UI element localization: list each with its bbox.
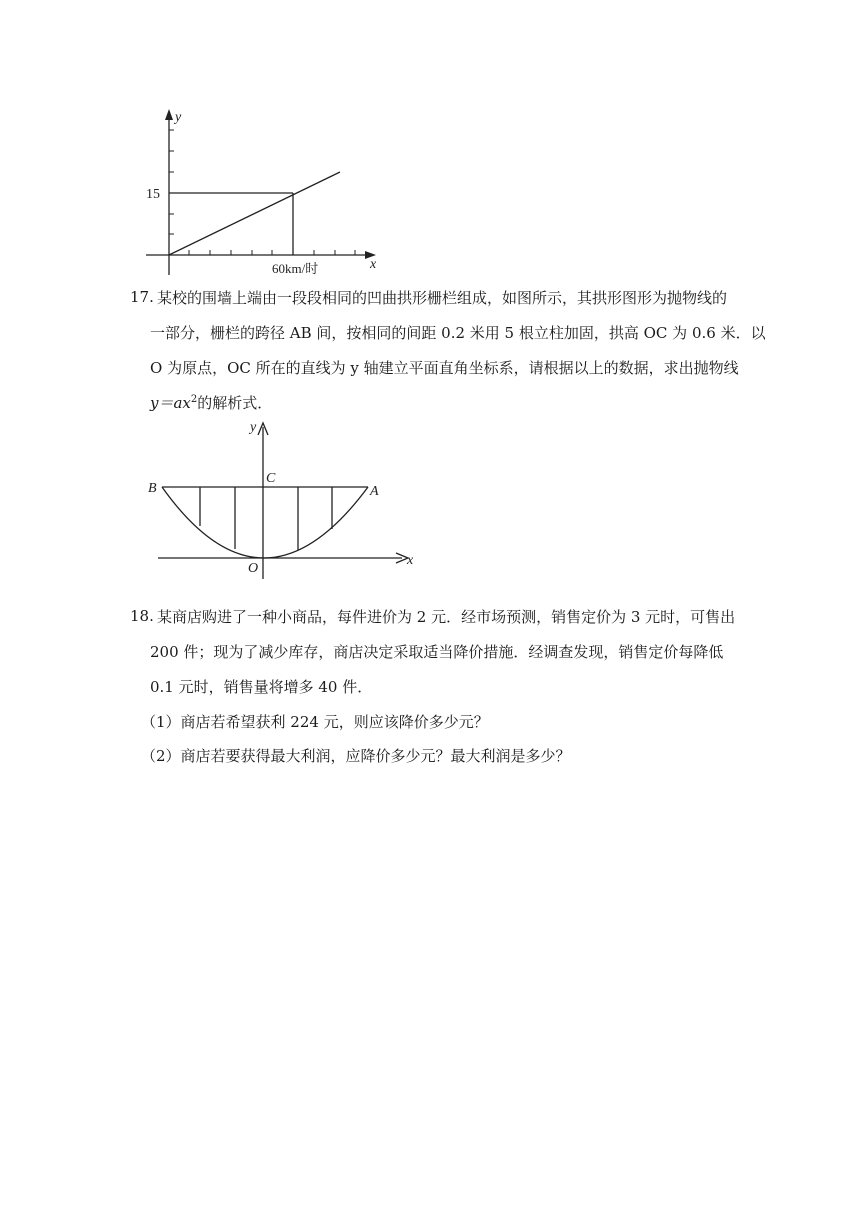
formula-suffix: 的解析式． [197,394,273,412]
sub-question-2: （2）商店若要获得最大利润，应降价多少元？最大利润是多少？ [141,747,571,765]
question-text-line: 某校的围墙上端由一段段相同的凹曲拱形栅栏组成，如图所示，其拱形图形为抛物线的 [157,289,728,307]
question-text-line: 某商店购进了一种小商品，每件进价为 2 元．经市场预测，销售定价为 3 元时，可售出 [157,608,736,626]
question-text-line: O 为原点，OC 所在的直线为 y 轴建立平面直角坐标系，请根据以上的数据，求出抛物线 [150,359,739,377]
x-value-label: 60km/时 [272,261,319,276]
figure-linear-graph [140,105,390,280]
label-A: A [370,484,379,499]
label-O: O [248,561,259,576]
y-axis-label: y [175,110,182,125]
formula-exponent: 2 [190,394,198,405]
question-text-line: 一部分，栅栏的跨径 AB 间，按相同的间距 0.2 米用 5 根立柱加固，拱高 OC 为 0.6 米．以 [150,324,766,342]
y-axis-label: y [250,420,257,435]
question-text-line: 0.1 元时，销售量将增多 40 件． [150,678,373,696]
figure-parabola-fence [140,415,430,585]
linear-function-line [169,172,340,255]
formula: y＝ax [150,394,191,412]
label-C: C [266,471,276,486]
sub-question-1: （1）商店若希望获利 224 元，则应该降价多少元？ [141,713,489,731]
x-axis-label: x [407,553,414,568]
question-18 [130,607,740,765]
x-axis-label: x [370,257,377,272]
y-axis-arrow [165,109,173,120]
label-B: B [148,481,157,496]
parabola-curve [162,487,368,558]
question-text-line [150,393,272,413]
question-17 [130,288,766,418]
y-value-label: 15 [146,187,160,202]
question-number: 17. [130,288,154,306]
question-number: 18. [130,607,154,625]
question-text-line: 200 件；现为了减少库存，商店决定采取适当降价措施．经调查发现，销售定价每降低 [150,643,724,661]
